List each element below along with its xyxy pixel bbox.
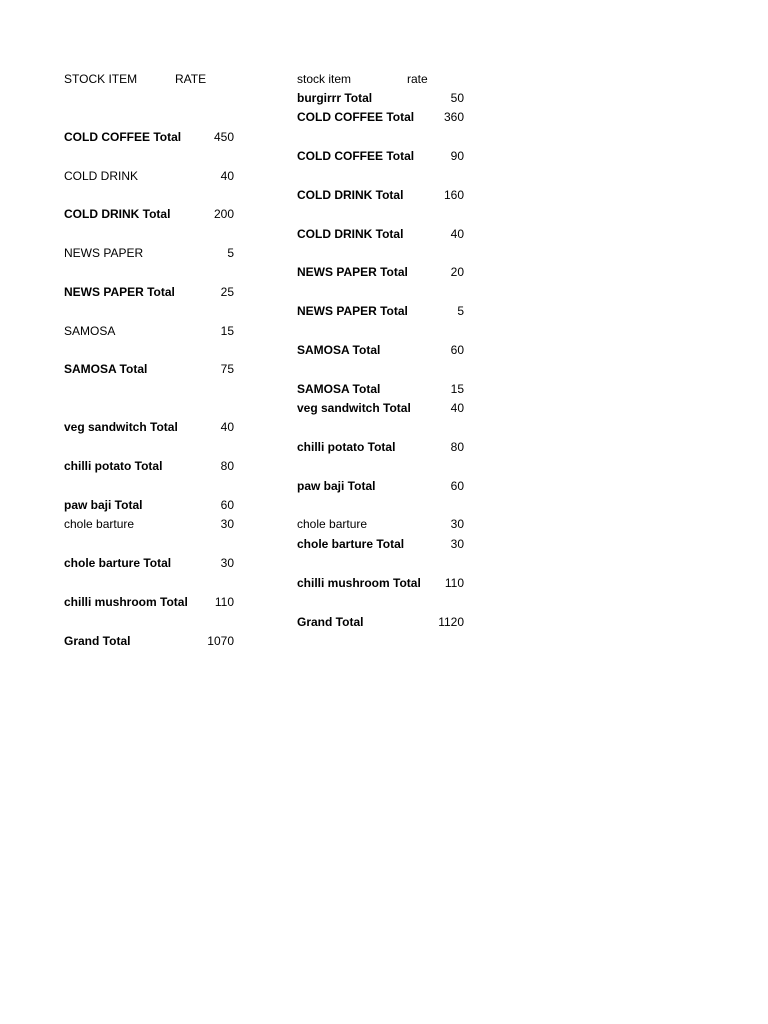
left-row-name: COLD DRINK <box>64 169 139 183</box>
right-grand-total-value: 1120 <box>438 615 464 629</box>
left-row-value: 30 <box>220 517 234 531</box>
right-row-name: COLD DRINK Total <box>297 188 404 202</box>
right-header-stock-item: stock item <box>297 72 352 86</box>
right-row-name: chilli potato Total <box>297 440 396 454</box>
left-row-name: paw baji Total <box>64 498 143 512</box>
right-row-value: 90 <box>450 149 464 163</box>
left-row-value: 60 <box>220 498 234 512</box>
left-row-name: veg sandwitch Total <box>64 420 178 434</box>
right-row-value: 15 <box>450 382 464 396</box>
left-row-name: NEWS PAPER <box>64 246 144 260</box>
left-row-value: 15 <box>220 324 234 338</box>
left-row-name: SAMOSA <box>64 324 116 338</box>
right-row-name: veg sandwitch Total <box>297 401 411 415</box>
left-header-rate: RATE <box>175 72 207 86</box>
left-row-name: chole barture Total <box>64 556 172 570</box>
left-row-name: chilli potato Total <box>64 459 163 473</box>
right-row-value: 360 <box>443 110 464 124</box>
right-row-value: 80 <box>450 440 464 454</box>
right-row-value: 60 <box>450 479 464 493</box>
right-row-name: SAMOSA Total <box>297 382 381 396</box>
left-row-value: 80 <box>220 459 234 473</box>
left-grand-total-label: Grand Total <box>64 634 131 648</box>
right-header-rate: rate <box>407 72 428 86</box>
right-row-name: chole barture <box>297 517 368 531</box>
left-row-value: 110 <box>214 595 234 609</box>
left-row-value: 5 <box>227 246 234 260</box>
left-row-value: 30 <box>220 556 234 570</box>
right-row-value: 30 <box>450 537 464 551</box>
right-row-value: 40 <box>450 227 464 241</box>
right-row-value: 30 <box>450 517 464 531</box>
right-row-name: COLD COFFEE Total <box>297 149 415 163</box>
right-row-value: 5 <box>457 304 464 318</box>
right-row-name: COLD COFFEE Total <box>297 110 415 124</box>
left-row-value: 450 <box>213 130 234 144</box>
left-row-name: COLD DRINK Total <box>64 207 171 221</box>
right-row-name: NEWS PAPER Total <box>297 265 408 279</box>
left-grand-total-value: 1070 <box>207 634 234 648</box>
left-row-value: 75 <box>220 362 234 376</box>
left-row-name: COLD COFFEE Total <box>64 130 182 144</box>
right-row-value: 160 <box>443 188 464 202</box>
right-row-name: chole barture Total <box>297 537 405 551</box>
left-row-name: chilli mushroom Total <box>64 595 188 609</box>
left-row-name: SAMOSA Total <box>64 362 148 376</box>
right-row-name: SAMOSA Total <box>297 343 381 357</box>
right-row-value: 60 <box>450 343 464 357</box>
right-grand-total-label: Grand Total <box>297 615 364 629</box>
right-row-name: NEWS PAPER Total <box>297 304 408 318</box>
right-row-name: COLD DRINK Total <box>297 227 404 241</box>
left-header-stock-item: STOCK ITEM <box>64 72 138 86</box>
left-row-name: chole barture <box>64 517 135 531</box>
left-row-value: 40 <box>220 420 234 434</box>
left-row-value: 40 <box>220 169 234 183</box>
left-row-name: NEWS PAPER Total <box>64 285 175 299</box>
right-row-value: 50 <box>450 91 464 105</box>
right-row-value: 110 <box>444 576 464 590</box>
right-row-name: burgirrr Total <box>297 91 373 105</box>
right-row-name: chilli mushroom Total <box>297 576 421 590</box>
right-row-name: paw baji Total <box>297 479 376 493</box>
right-row-value: 20 <box>450 265 464 279</box>
left-row-value: 25 <box>220 285 234 299</box>
right-row-value: 40 <box>450 401 464 415</box>
left-row-value: 200 <box>213 207 234 221</box>
